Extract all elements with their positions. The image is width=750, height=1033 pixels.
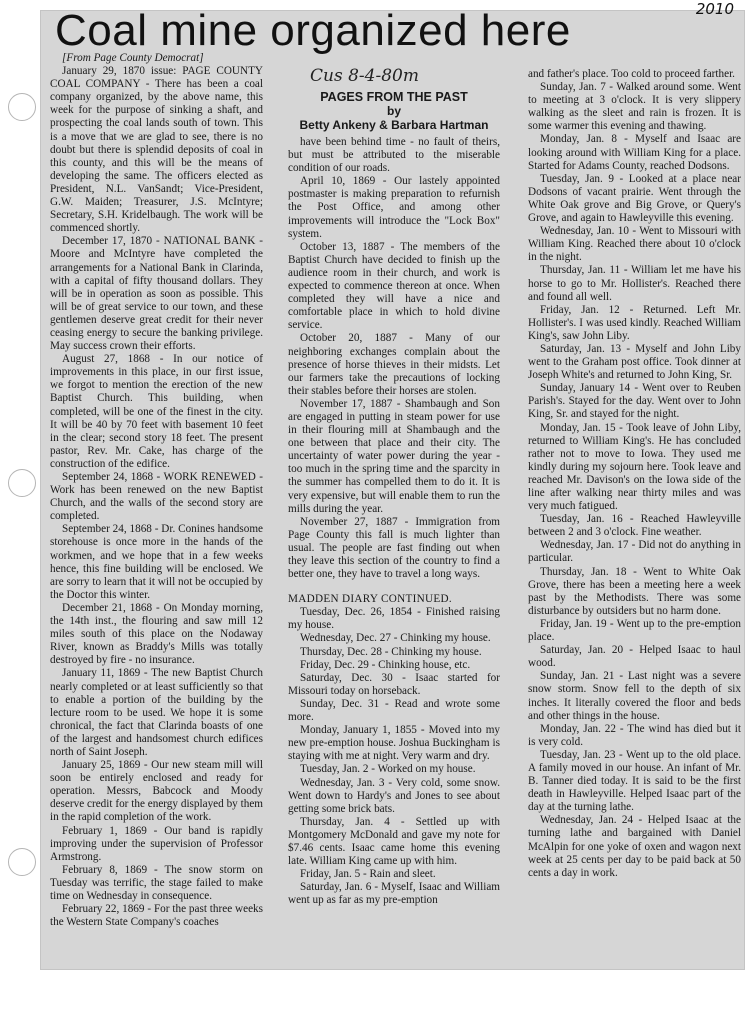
paragraph: have been behind time - no fault of theirs, but must be attributed to the miserable condition of our roads. bbox=[288, 136, 500, 175]
paragraph: November 17, 1887 - Shambaugh and Son are engaged in putting in steam power for use in their flouring mill at Shambaugh and the one between that place and their city. The uncertainty of water power during the year - too much in the spring time and the sparcity in the summer has compelled them to do it. It is very expensive, but will enable them to run the mills during the year. bbox=[288, 397, 500, 515]
diary-entry: Sunday, January 14 - Went over to Reuben Parish's. Stayed for the day. Went over to John King, Sr. and stayed for the night. bbox=[528, 382, 741, 421]
diary-entry: Wednesday, Jan. 10 - Went to Missouri with William King. Reached there about 10 o'clock in the night. bbox=[528, 225, 741, 264]
column-2 bbox=[288, 136, 500, 907]
binder-hole-middle bbox=[8, 469, 36, 497]
paragraph: August 27, 1868 - In our notice of improvements in this place, in our first issue, we forgot to mention the erection of the new Baptist Church. This building, when completed, will be one of the finest in the city. It will be 40 by 70 feet with basement 10 feet in the clear; second story 18 feet. The present pastor, Rev. Mr. Cake, has charge of the construction of the edifice. bbox=[50, 353, 263, 470]
paragraph: February 8, 1869 - The snow storm on Tuesday was terrific, the stage failed to make time on Wednesday in consequence. bbox=[50, 863, 263, 902]
diary-heading: MADDEN DIARY CONTINUED. bbox=[288, 593, 453, 606]
masthead-authors: Betty Ankeny & Barbara Hartman bbox=[299, 118, 489, 132]
handwritten-note: Cus 8-4-80m bbox=[310, 66, 419, 86]
headline: Coal mine organized here bbox=[55, 6, 571, 55]
diary-entry: Saturday, Jan. 20 - Helped Isaac to haul wood. bbox=[528, 644, 741, 670]
diary-entry: Tuesday, Jan. 9 - Looked at a place near Dodsons of vacant prairie. Went through the White Oak grove and Big Grove, or Query's Grove, and again to Hawleyville this evening. bbox=[528, 172, 741, 225]
diary-entry: Monday, January 1, 1855 - Moved into my new pre-emption house. Joshua Buckingham is staying with me at night. Very warm and dry. bbox=[288, 724, 500, 763]
paragraph: October 13, 1887 - The members of the Baptist Church have decided to finish up the audience room in their church, and work is expected to commence thereon at once. When completed they will have a nice and comfortable place in which to hold divine service. bbox=[288, 240, 500, 332]
diary-entry: Tuesday, Jan. 2 - Worked on my house. bbox=[300, 763, 476, 776]
paragraph: January 25, 1869 - Our new steam mill will soon be entirely enclosed and ready for operation. Messrs, Babcock and Moody deserve credit for the energy displayed by them in the rapid completion of the work. bbox=[50, 759, 263, 824]
masthead-by: by bbox=[386, 104, 401, 118]
paragraph: December 17, 1870 - NATIONAL BANK - Moore and McIntyre have completed the arrangements for a National Bank in Clarinda, with a capital of fifty thousand dollars. They will be in operation as soon as possible. This will be of great service to our town, and these gentlemen deserve great credit for their never ceasing energy to secure the banking privilege. May success crown their efforts. bbox=[50, 235, 263, 353]
diary-entry: Thursday, Dec. 28 - Chinking my house. bbox=[300, 645, 482, 658]
paragraph: November 27, 1887 - Immigration from Page County this fall is much lighter than usual. The people are fast finding out when they leave this section of the country to find a better one, they have to travel a long ways. bbox=[288, 515, 500, 581]
source-line: [From Page County Democrat] bbox=[62, 52, 204, 64]
paragraph: February 22, 1869 - For the past three weeks the Western State Company's coaches bbox=[50, 903, 263, 929]
diary-entry: Friday, Jan. 12 - Returned. Left Mr. Hollister's. I was used kindly. Reached William King's, saw John Liby. bbox=[528, 303, 741, 342]
diary-entry: Friday, Dec. 29 - Chinking house, etc. bbox=[300, 658, 471, 671]
page-number: 2010 bbox=[695, 0, 734, 18]
paragraph: January 29, 1870 issue: PAGE COUNTY COAL COMPANY - There has been a coal company organized, by the above name, this week for the purpose of sinking a shaft, and prospecting the coal lands south of town. This is a move that we are glad to see, there is no doubt but there is splendid deposits of coal in this county, and this will be the means of developing the same. The officers elected as President, N.L. VanSandt; Vice-President, G.W. Maiden; Treasurer, J.S. McIntyre; Secretary, S.H. Kridelbaugh. The work will be commenced shortly. bbox=[50, 65, 263, 235]
diary-entry: Tuesday, Dec. 26, 1854 - Finished raising my house. bbox=[288, 606, 500, 632]
diary-entry: and father's place. Too cold to proceed farther. bbox=[528, 68, 735, 80]
diary-entry: Tuesday, Jan. 23 - Went up to the old place. A family moved in our house. An infant of Mr. B. Tanner died today. It is said to be the first death in Hawleyville. Helped Isaac part of the day at the turning lathe. bbox=[528, 748, 741, 814]
paragraph: January 11, 1869 - The new Baptist Church nearly completed or at least sufficiently so that to enable a portion of the building by the lecture room to be used. We hope it is some chronical, the fact that Clarinda boasts of one of the largest and handsomest church edifices north of Saint Joseph. bbox=[50, 667, 263, 758]
diary-entry: Thursday, Jan. 4 - Settled up with Montgomery McDonald and gave my note for $7.46 cents. Isaac came home this evening late. William King came up with him. bbox=[288, 815, 500, 868]
diary-entry: Saturday, Dec. 30 - Isaac started for Missouri today on horseback. bbox=[288, 671, 500, 697]
paragraph: September 24, 1868 - WORK RENEWED - Work has been renewed on the new Baptist Church, and the walls of the second story are completed. bbox=[50, 471, 263, 523]
diary-entry: Friday, Jan. 19 - Went up to the pre-emption place. bbox=[528, 617, 741, 644]
diary-entry: Monday, Jan. 15 - Took leave of John Liby, returned to William King's. He has concluded rather not to move to Iowa. They used me kindly during my sojourn here. Took leave and reached Mr. Davison's on the Iowa side of the line after walking near thirty miles and was very much fatigued. bbox=[528, 421, 741, 513]
diary-entry: Thursday, Jan. 11 - William let me have his horse to go to Mr. Hollister's. Reached there and found all well. bbox=[528, 264, 741, 303]
diary-entry: Thursday, Jan. 18 - Went to White Oak Grove, there has been a meeting here a week past by the Methodists. There was some disturbance by outsiders but no harm done. bbox=[528, 565, 741, 617]
diary-entry: Wednesday, Jan. 3 - Very cold, some snow. Went down to Hardy's and Jones to see about getting some brick bats. bbox=[288, 776, 500, 815]
column-3 bbox=[528, 68, 741, 880]
diary-entry: Sunday, Jan. 21 - Last night was a severe snow storm. Snow fell to the depth of six inches. It literally covered the floor and beds and other things in the house. bbox=[528, 670, 741, 722]
diary-entry: Sunday, Dec. 31 - Read and wrote some more. bbox=[288, 697, 500, 724]
paragraph: October 20, 1887 - Many of our neighboring exchanges complain about the presence of horse thieves in their midsts. Let our farmers take the precautions of locking their stables before their horses are stolen. bbox=[288, 332, 500, 397]
paragraph: February 1, 1869 - Our band is rapidly improving under the supervision of Professor Armstrong. bbox=[50, 824, 263, 863]
masthead-title: PAGES FROM THE PAST bbox=[320, 90, 468, 104]
diary-entry: Monday, Jan. 8 - Myself and Isaac are looking around with William King for a place. Started for Adams County, reached Dodsons. bbox=[528, 133, 741, 172]
diary-entry: Saturday, Jan. 13 - Myself and John Liby went to the Graham post office. Took dinner at Joseph White's and returned to John King, Sr. bbox=[528, 342, 741, 382]
diary-entry: Tuesday, Jan. 16 - Reached Hawleyville between 2 and 3 o'clock. Fine weather. bbox=[528, 513, 741, 539]
column-masthead bbox=[288, 68, 500, 132]
column-1 bbox=[50, 52, 263, 929]
diary-entry: Wednesday, Dec. 27 - Chinking my house. bbox=[300, 632, 491, 645]
diary-entry: Saturday, Jan. 6 - Myself, Isaac and William went up as far as my pre-emption bbox=[288, 881, 500, 907]
paragraph: September 24, 1868 - Dr. Conines handsome storehouse is once more in the hands of the workmen, and we hope that in a few weeks hence, this fine building will be enclosed. We are sorry to learn that it will not be occupied by the Doctor this winter. bbox=[50, 523, 263, 601]
paragraph: December 21, 1868 - On Monday morning, the 14th inst., the flouring and saw mill 12 miles south of this place on the Nodaway River, known as Braddy's Mills was totally destroyed by fire - no insurance. bbox=[50, 601, 263, 667]
diary-entry: Monday, Jan. 22 - The wind has died but it is very cold. bbox=[528, 722, 741, 748]
diary-entry: Wednesday, Jan. 17 - Did not do anything in particular. bbox=[528, 539, 741, 565]
binder-hole-top bbox=[8, 93, 36, 121]
diary-entry: Sunday, Jan. 7 - Walked around some. Went to meeting at 3 o'clock. It is very slippery walking as the sleet and rain is frozen. It is some warmer this evening and thawing. bbox=[528, 81, 741, 133]
diary-entry: Wednesday, Jan. 24 - Helped Isaac at the turning lathe and bargained with Daniel McAlpin for one yoke of oxen and wagon next week at 25 cents per day to be paid back at 50 cents a day in work. bbox=[528, 814, 741, 879]
diary-entry: Friday, Jan. 5 - Rain and sleet. bbox=[300, 868, 436, 881]
binder-hole-bottom bbox=[8, 848, 36, 876]
paragraph: April 10, 1869 - Our lastely appointed postmaster is making preparation to refurnish the Post Office, and among other improvements will introduce the "Lock Box" system. bbox=[288, 175, 500, 240]
